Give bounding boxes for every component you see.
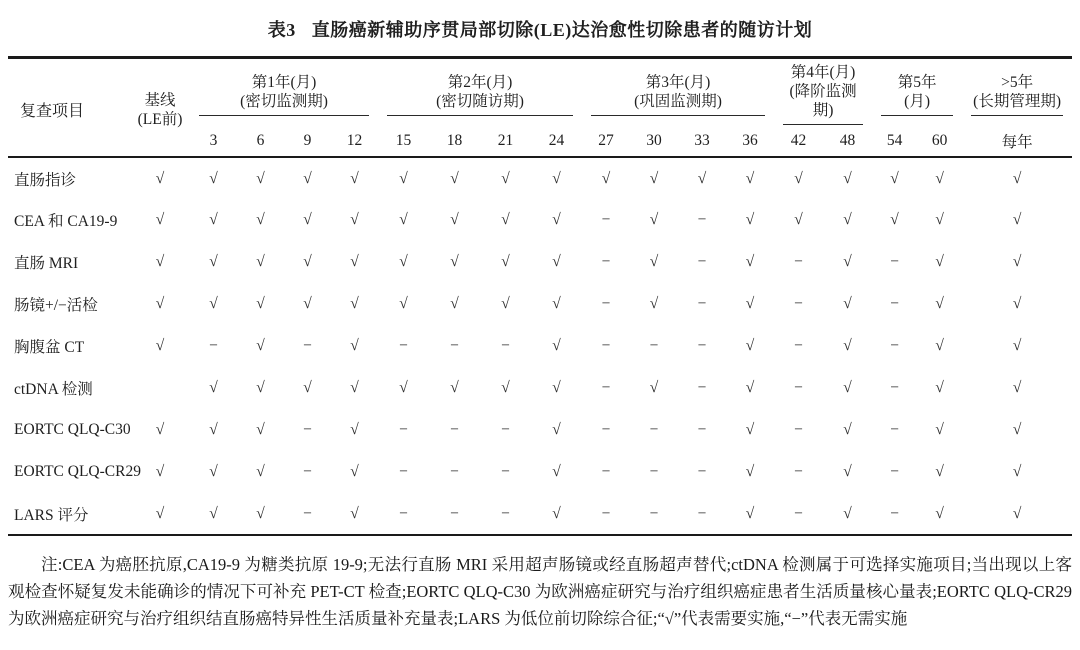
schedule-cell: √ [935,504,944,522]
schedule-cell: √ [649,253,659,270]
baseline-line2: (LE前) [137,110,183,128]
row-item-label: EORTC QLQ-CR29 [14,463,141,480]
schedule-cell: √ [843,169,852,187]
year2-line1: 第2年(月) [447,73,513,91]
table-header [8,58,1072,158]
schedule-cell: √ [843,211,852,228]
month-header: 27 [598,131,614,149]
schedule-cell: √ [350,504,359,522]
schedule-cell: √ [303,379,312,396]
schedule-cell: − [794,253,803,270]
month-header: 3 [209,131,218,149]
schedule-cell: − [303,504,312,522]
month-header: 48 [839,131,856,149]
month-header: 42 [790,131,807,149]
schedule-cell: √ [256,253,265,270]
row-item-label: CEA 和 CA19-9 [14,213,118,230]
schedule-cell: √ [601,169,611,187]
schedule-cell: √ [843,295,852,312]
month-header: 33 [694,131,710,149]
table-row [8,367,1072,409]
schedule-cell: √ [155,253,165,270]
schedule-cell: − [697,463,707,480]
schedule-cell: √ [399,211,408,228]
schedule-cell: − [601,379,611,396]
schedule-cell: √ [745,211,755,228]
followup-schedule-table [8,56,1072,536]
table-title [8,16,1072,42]
table-row [8,241,1072,283]
schedule-cell: √ [209,211,218,228]
schedule-cell: √ [155,337,165,354]
schedule-cell: − [303,421,312,438]
schedule-cell: − [601,253,611,270]
table-row [8,451,1072,493]
month-header: 9 [303,131,312,149]
schedule-cell: √ [935,211,944,228]
schedule-cell: √ [794,211,803,228]
schedule-cell: √ [552,169,561,187]
table-body [8,157,1072,535]
schedule-cell: − [601,504,611,522]
schedule-cell: √ [399,169,408,187]
schedule-cell: − [890,379,899,396]
table-row [8,283,1072,325]
table-row [8,493,1072,535]
group-header-year1 [190,58,378,126]
year3-line2: (巩固监测期) [634,92,722,110]
schedule-cell: √ [256,379,265,396]
row-item-label: 直肠 MRI [14,255,79,272]
schedule-cell: √ [399,253,408,270]
schedule-cell: − [697,337,707,354]
schedule-cell: √ [501,211,510,228]
schedule-cell: √ [843,253,852,270]
table-row [8,409,1072,451]
schedule-cell: √ [552,253,561,270]
schedule-cell: √ [303,169,312,187]
schedule-cell: − [794,463,803,480]
schedule-cell: √ [1012,504,1022,522]
schedule-cell: − [697,379,707,396]
schedule-cell: − [697,295,707,312]
schedule-cell: √ [1012,421,1022,438]
schedule-cell: √ [450,253,459,270]
schedule-cell: − [794,421,803,438]
schedule-cell: √ [350,337,359,354]
beyond5-line1: >5年 [1001,73,1034,91]
schedule-cell: − [697,211,707,228]
schedule-cell: − [890,253,899,270]
schedule-cell: √ [256,169,265,187]
schedule-cell: √ [552,463,561,480]
schedule-cell: − [450,504,459,522]
schedule-cell: − [794,295,803,312]
schedule-cell: √ [745,295,755,312]
table-row [8,199,1072,241]
group-header-year5 [872,58,962,126]
schedule-cell: √ [843,421,852,438]
schedule-cell: − [450,337,459,354]
schedule-cell: √ [745,337,755,354]
schedule-cell: √ [794,169,803,187]
schedule-cell: √ [697,169,707,187]
month-header: 36 [742,131,758,149]
schedule-cell: − [601,463,611,480]
column-header-baseline [130,58,190,158]
schedule-cell [130,367,190,409]
schedule-cell: √ [256,337,265,354]
schedule-cell: √ [1012,337,1022,354]
table-row [8,325,1072,367]
month-header: 24 [548,131,565,149]
year2-line2: (密切随访期) [436,92,524,110]
schedule-cell: − [601,337,611,354]
schedule-cell: √ [350,295,359,312]
schedule-cell: − [794,337,803,354]
schedule-cell: √ [399,295,408,312]
table-title-text: 直肠癌新辅助序贯局部切除(LE)达治愈性切除患者的随访计划 [311,20,813,40]
schedule-cell: √ [350,421,359,438]
schedule-cell: √ [649,295,659,312]
schedule-cell: √ [552,337,561,354]
row-item-label: ctDNA 检测 [14,381,93,398]
schedule-cell: √ [350,463,359,480]
schedule-cell: √ [843,379,852,396]
schedule-cell: − [794,379,803,396]
row-item-label: 直肠指诊 [14,171,77,189]
schedule-cell: − [601,211,611,228]
schedule-cell: √ [745,504,755,522]
year1-line1: 第1年(月) [251,73,317,91]
schedule-cell: − [649,463,659,480]
schedule-cell: √ [209,421,218,438]
schedule-cell: √ [1012,169,1022,187]
schedule-cell: − [649,504,659,522]
schedule-cell: √ [843,337,852,354]
schedule-cell: √ [745,253,755,270]
schedule-cell: √ [155,463,165,480]
schedule-cell: √ [745,169,755,187]
month-header: 15 [395,131,412,149]
schedule-cell: √ [155,504,165,522]
schedule-cell: √ [501,169,510,187]
column-header-item: 复查项目 [20,103,85,120]
group-header-year3 [582,58,774,126]
schedule-cell: − [303,337,312,354]
baseline-line1: 基线 [144,91,176,109]
schedule-cell: √ [745,421,755,438]
schedule-cell: − [399,504,408,522]
schedule-cell: √ [501,295,510,312]
schedule-cell: − [697,253,707,270]
schedule-cell: √ [935,421,944,438]
schedule-cell: − [890,337,899,354]
schedule-cell: − [890,295,899,312]
schedule-cell: √ [256,421,265,438]
schedule-cell: √ [209,253,218,270]
schedule-cell: √ [552,421,561,438]
schedule-cell: √ [450,169,459,187]
schedule-cell: − [649,421,659,438]
schedule-cell: √ [256,295,265,312]
schedule-cell: √ [843,463,852,480]
schedule-cell: − [209,337,218,354]
table-footnote: 注:CEA 为癌胚抗原,CA19-9 为糖类抗原 19-9;无法行直肠 MRI 采用超声肠镜或经直肠超声替代;ctDNA 检测属于可选择实施项目;当出现以上客观检查怀疑复发未能确诊的情况下可补充 PET-CT 检查;EORTC QLQ-C30 为欧洲癌症研究与治疗组织癌症患者生活质量核心量表;EORTC QLQ-CR29 为欧洲癌症研究与治疗组织结直肠癌特异性生活质量补充量表;LARS 为低位前切除综合征;“√”代表需要实施,“−”代表无需实施 [8,555,1072,628]
row-item-label: EORTC QLQ-C30 [14,421,131,438]
schedule-cell: √ [935,169,944,187]
month-header: 21 [497,131,514,149]
schedule-cell: √ [209,295,218,312]
schedule-cell: − [501,337,510,354]
schedule-cell: − [399,337,408,354]
schedule-cell: − [649,337,659,354]
month-header: 18 [446,131,463,149]
schedule-cell: √ [209,504,218,522]
schedule-cell: − [399,463,408,480]
schedule-cell: − [501,421,510,438]
schedule-cell: √ [350,379,359,396]
schedule-cell: √ [649,379,659,396]
schedule-cell: √ [209,379,218,396]
year4-line2: (降阶监测期) [789,83,857,119]
group-header-beyond5 [962,58,1072,126]
schedule-cell: √ [745,463,755,480]
schedule-cell: − [601,421,611,438]
schedule-cell: √ [450,211,459,228]
schedule-cell: √ [935,379,944,396]
year4-line1: 第4年(月) [790,64,856,81]
month-header: 12 [346,131,363,149]
schedule-cell: √ [843,504,852,522]
schedule-cell: √ [552,295,561,312]
schedule-cell: √ [552,379,561,396]
schedule-cell: √ [155,421,165,438]
month-header: 60 [931,131,948,149]
year3-line1: 第3年(月) [645,73,711,91]
table-row [8,157,1072,199]
row-item-label: 胸腹盆 CT [14,339,85,356]
schedule-cell: √ [935,463,944,480]
schedule-cell: √ [649,211,659,228]
schedule-cell: √ [256,463,265,480]
schedule-cell: √ [256,504,265,522]
schedule-cell: √ [501,253,510,270]
schedule-cell: √ [552,504,561,522]
schedule-cell: √ [745,379,755,396]
month-header: 30 [646,131,662,149]
schedule-cell: − [501,504,510,522]
schedule-cell: √ [935,337,944,354]
schedule-cell: √ [303,211,312,228]
schedule-cell: − [450,421,459,438]
schedule-cell: √ [155,169,165,187]
schedule-cell: √ [450,379,459,396]
month-header: 54 [886,131,903,149]
beyond5-line2: (长期管理期) [973,92,1061,110]
schedule-cell: − [890,421,899,438]
schedule-cell: √ [399,379,408,396]
schedule-cell: − [450,463,459,480]
schedule-cell: √ [209,463,218,480]
schedule-cell: √ [501,379,510,396]
group-header-year4 [774,58,872,126]
schedule-cell: − [303,463,312,480]
year5-line1: 第5年 [897,73,937,91]
schedule-cell: − [794,504,803,522]
group-header-year2 [378,58,582,126]
schedule-cell: − [399,421,408,438]
schedule-cell: √ [890,211,899,228]
schedule-cell: √ [1012,379,1022,396]
schedule-cell: − [890,463,899,480]
schedule-cell: √ [935,253,944,270]
schedule-cell: √ [350,253,359,270]
schedule-cell: √ [209,169,218,187]
schedule-cell: √ [350,211,359,228]
month-header: 6 [256,131,265,149]
schedule-cell: √ [303,253,312,270]
schedule-cell: − [697,421,707,438]
table-number: 表3 [267,20,296,40]
schedule-cell: √ [1012,253,1022,270]
schedule-cell: √ [350,169,359,187]
schedule-cell: √ [256,211,265,228]
schedule-cell: √ [890,169,899,187]
schedule-cell: √ [1012,211,1022,228]
schedule-cell: − [601,295,611,312]
row-item-label: LARS 评分 [14,506,89,524]
row-item-label: 肠镜+/−活检 [14,297,98,314]
schedule-cell: √ [303,295,312,312]
schedule-cell: √ [935,295,944,312]
schedule-cell: √ [155,211,165,228]
year5-line2: (月) [904,92,930,110]
schedule-cell: √ [649,169,659,187]
schedule-cell: √ [552,211,561,228]
schedule-cell: − [890,504,899,522]
schedule-cell: − [501,463,510,480]
year1-line2: (密切监测期) [240,92,328,110]
schedule-cell: − [697,504,707,522]
month-header: 每年 [1001,133,1033,151]
schedule-cell: √ [450,295,459,312]
schedule-cell: √ [1012,295,1022,312]
schedule-cell: √ [155,295,165,312]
schedule-cell: √ [1012,463,1022,480]
